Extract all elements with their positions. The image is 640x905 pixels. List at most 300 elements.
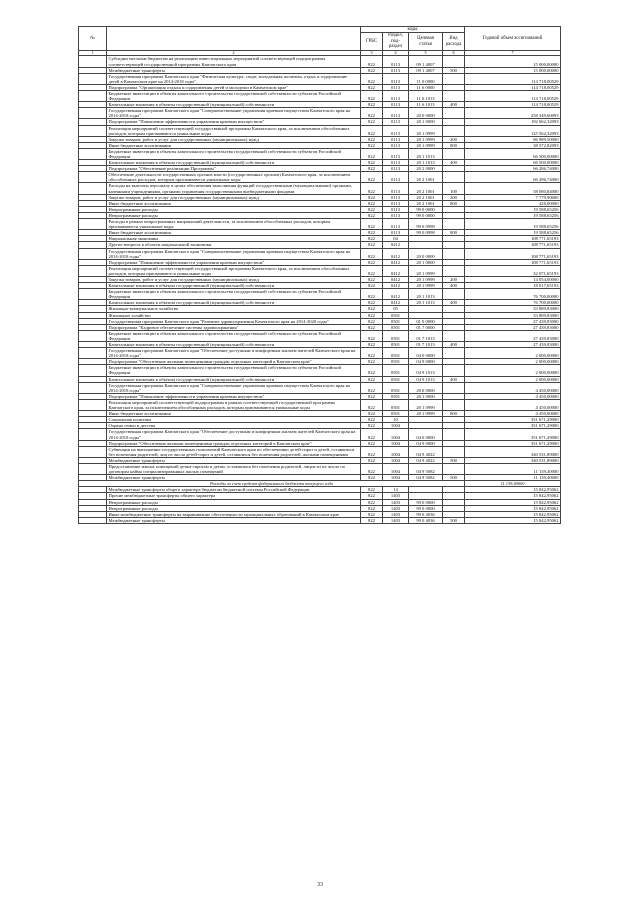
amount-cell: 108 771,65193	[465, 242, 561, 248]
section-cell: 1004	[383, 423, 409, 429]
name-cell: Подпрограмма "Обеспечение реализации Программы"	[107, 166, 361, 172]
row-no-cell	[79, 289, 107, 300]
amount-cell: 27 439,83000	[465, 324, 561, 330]
amount-cell: 351 671,29000	[465, 440, 561, 446]
row-no-cell	[79, 463, 107, 474]
type-cell: 800	[443, 411, 465, 417]
target-cell: 04 9 1013	[409, 376, 443, 382]
section-cell: 1004	[383, 446, 409, 457]
name-cell: Непрограммные расходы	[107, 499, 361, 505]
type-cell	[443, 125, 465, 136]
amount-cell: 15 000,00000	[465, 67, 561, 73]
header-section: Раздел, под-раздел	[383, 33, 409, 50]
grbs-cell: 822	[361, 411, 383, 417]
grbs-cell: 822	[361, 212, 383, 218]
grbs-cell: 822	[361, 102, 383, 108]
name-cell: Капитальные вложения в объекты государственной (муниципальной) собственности	[107, 342, 361, 348]
type-cell	[443, 90, 465, 101]
table-row	[79, 73, 561, 84]
grbs-cell: 822	[361, 342, 383, 348]
grbs-cell: 822	[361, 166, 383, 172]
page-number: 33	[317, 882, 323, 888]
target-cell: 20 1 0999	[409, 276, 443, 282]
type-cell	[443, 289, 465, 300]
amount-cell: 15 842,95062	[465, 493, 561, 499]
note-text: Расходы за счет средств федерального бюджета текущего года	[79, 481, 465, 487]
name-cell: Реализация мероприятий соответствующей государственной программы Камчатского края, за исключением обособленных расходов, которым присваиваются уникальные коды	[107, 265, 361, 276]
amount-cell: 66 500,00000	[465, 160, 561, 166]
target-cell: 11 6 0000	[409, 84, 443, 90]
grbs-cell: 822	[361, 306, 383, 312]
grbs-cell: 822	[361, 429, 383, 440]
grbs-cell: 822	[361, 417, 383, 423]
section-cell: 0113	[383, 148, 409, 159]
grbs-cell: 822	[361, 318, 383, 324]
target-cell: 04 9 0000	[409, 359, 443, 365]
type-cell	[443, 365, 465, 376]
target-cell: 20 1 1013	[409, 300, 443, 306]
target-cell: 20 2 1001	[409, 172, 443, 183]
table-row	[79, 348, 561, 359]
section-cell: 14	[383, 487, 409, 493]
name-cell: Государственная программа Камчатского края "Обеспечение доступным и комфортным жильем жителей Камчатского края на 2014-2018 годы"	[107, 429, 361, 440]
grbs-cell: 822	[361, 289, 383, 300]
type-cell: 500	[443, 457, 465, 463]
grbs-cell: 822	[361, 183, 383, 194]
target-cell: 20 2 1001	[409, 194, 443, 200]
grbs-cell: 822	[361, 73, 383, 84]
name-cell: Непрограммные расходы	[107, 505, 361, 511]
section-cell: 0501	[383, 318, 409, 324]
name-cell: Подпрограмма "Повышение эффективности управления краевым имуществом"	[107, 259, 361, 265]
type-cell: 400	[443, 160, 465, 166]
name-cell: Капитальные вложения в объекты государственной (муниципальной) собственности	[107, 160, 361, 166]
type-cell: 200	[443, 276, 465, 282]
name-cell: Межбюджетные трансферты общего характера бюджетам бюджетной системы Российской Федерации	[107, 487, 361, 493]
name-cell: Капитальные вложения в объекты государственной (муниципальной) собственности	[107, 300, 361, 306]
section-cell: 0412	[383, 289, 409, 300]
grbs-cell: 822	[361, 423, 383, 429]
amount-cell: 15 842,95062	[465, 487, 561, 493]
grbs-cell: 822	[361, 440, 383, 446]
amount-cell: 32 071,65193	[465, 265, 561, 276]
name-cell: Подпрограмма "Обеспечение жилыми помещениями граждан отдельных категорий в Камчатском крае"	[107, 440, 361, 446]
section-cell: 0501	[383, 399, 409, 410]
row-no-cell	[79, 90, 107, 101]
name-cell: Межбюджетные трансферты	[107, 475, 361, 481]
amount-cell: 4 450,00000	[465, 382, 561, 393]
amount-cell: 114 718,00529	[465, 73, 561, 84]
type-cell: 400	[443, 283, 465, 289]
grbs-cell: 822	[361, 206, 383, 212]
section-cell: 04	[383, 236, 409, 242]
name-cell: Предоставление жилых помещений детям-сиротам и детям, оставшимся без попечения родителей, лицам из их числа по договорам найма специализированных жилых помещений	[107, 463, 361, 474]
name-cell: Подпрограмма "Повышение эффективности управления краевым имуществом"	[107, 393, 361, 399]
table-row	[79, 463, 561, 474]
amount-cell: 86 989,50000	[465, 136, 561, 142]
amount-cell: 108 771,65193	[465, 259, 561, 265]
amount-cell: 4 450,00000	[465, 393, 561, 399]
target-cell: 20 1 1013	[409, 160, 443, 166]
name-cell: Другие вопросы в области национальной экономики	[107, 242, 361, 248]
section-cell: 0113	[383, 172, 409, 183]
target-cell: 01 7 0000	[409, 324, 443, 330]
col-num: 1	[79, 50, 107, 56]
grbs-cell: 822	[361, 393, 383, 399]
type-cell	[443, 399, 465, 410]
grbs-cell: 822	[361, 475, 383, 481]
table-row	[79, 446, 561, 457]
grbs-cell: 822	[361, 300, 383, 306]
target-cell: 99 0 0998	[409, 219, 443, 230]
section-cell: 0501	[383, 312, 409, 318]
target-cell: 04 0 0000	[409, 348, 443, 359]
section-cell: 0113	[383, 102, 409, 108]
amount-cell: 4 450,00000	[465, 399, 561, 410]
grbs-cell: 822	[361, 56, 383, 67]
name-cell: Расходы в рамках непрограммных направлений деятельности, за исключением обособленных расходов, которым присваиваются уникальные коды	[107, 219, 361, 230]
grbs-cell: 822	[361, 348, 383, 359]
section-cell: 0113	[383, 166, 409, 172]
grbs-cell: 822	[361, 108, 383, 119]
name-cell: Жилищно-коммунальное хозяйство	[107, 306, 361, 312]
target-cell: 04 9 0000	[409, 440, 443, 446]
row-no-cell	[79, 517, 107, 523]
type-cell	[443, 73, 465, 84]
target-cell: 20 0 0000	[409, 108, 443, 119]
amount-cell: 340 531,89000	[465, 457, 561, 463]
section-cell: 1403	[383, 517, 409, 523]
grbs-cell: 822	[361, 200, 383, 206]
name-cell: Подпрограмма "Кадровое обеспечение системы здравоохранения"	[107, 324, 361, 330]
target-cell: 01 7 1013	[409, 330, 443, 341]
type-cell	[443, 108, 465, 119]
type-cell	[443, 446, 465, 457]
table-row	[79, 517, 561, 523]
name-cell: Иные бюджетные ассигнования	[107, 230, 361, 236]
name-cell: Иные бюджетные ассигнования	[107, 411, 361, 417]
grbs-cell: 822	[361, 219, 383, 230]
section-cell: 0113	[383, 142, 409, 148]
table-row	[79, 148, 561, 159]
table-row	[79, 90, 561, 101]
target-cell: 20 1 0999	[409, 411, 443, 417]
section-cell: 10	[383, 417, 409, 423]
table-row	[79, 172, 561, 183]
section-cell: 0501	[383, 348, 409, 359]
document-page	[78, 26, 560, 524]
row-no-cell	[79, 399, 107, 410]
name-cell: Капитальные вложения в объекты государственной (муниципальной) собственности	[107, 376, 361, 382]
type-cell: 800	[443, 142, 465, 148]
type-cell	[443, 348, 465, 359]
name-cell: Межбюджетные трансферты	[107, 67, 361, 73]
grbs-cell: 822	[361, 172, 383, 183]
target-cell: 20 1 0999	[409, 125, 443, 136]
header-grbs: ГРБС	[361, 33, 383, 50]
type-cell: 100	[443, 183, 465, 194]
name-cell: Бюджетные инвестиции в объекты капитального строительства государственной собственности субъектов Российской Федерации	[107, 289, 361, 300]
row-no-cell	[79, 429, 107, 440]
name-cell: Межбюджетные трансферты	[107, 517, 361, 523]
grbs-cell: 822	[361, 84, 383, 90]
amount-cell: 27 439,83000	[465, 330, 561, 341]
target-cell: 20 1 0999	[409, 265, 443, 276]
section-cell: 0412	[383, 265, 409, 276]
amount-cell: 38 572,82093	[465, 142, 561, 148]
grbs-cell: 822	[361, 276, 383, 282]
amount-cell: 19 588,65256	[465, 206, 561, 212]
section-cell: 0412	[383, 242, 409, 248]
name-cell: Иные бюджетные ассигнования	[107, 200, 361, 206]
amount-cell: 114 718,00529	[465, 90, 561, 101]
row-no-cell	[79, 330, 107, 341]
amount-cell: 11 139,40000	[465, 481, 561, 487]
section-cell: 0113	[383, 108, 409, 119]
grbs-cell: 822	[361, 324, 383, 330]
section-cell: 1004	[383, 429, 409, 440]
grbs-cell: 822	[361, 487, 383, 493]
amount-cell: 340 531,89000	[465, 446, 561, 457]
name-cell: Государственная программа Камчатского края "Совершенствование управления краевым имуществом Камчатского края на 2014-2018 годы"	[107, 108, 361, 119]
name-cell: Государственная программа Камчатского края "Обеспечение доступным и комфортным жильем жителей Камчатского края на 2014-2018 годы"	[107, 348, 361, 359]
row-no-cell	[79, 172, 107, 183]
section-cell: 0113	[383, 84, 409, 90]
amount-cell: 114 718,00529	[465, 102, 561, 108]
target-cell: 04 9 5082	[409, 475, 443, 481]
grbs-cell: 822	[361, 259, 383, 265]
grbs-cell: 822	[361, 457, 383, 463]
name-cell: Подпрограмма "Повышение эффективности управления краевым имуществом"	[107, 119, 361, 125]
row-no-cell	[79, 265, 107, 276]
target-cell: 11 0 0000	[409, 73, 443, 84]
target-cell: 20 1 1013	[409, 289, 443, 300]
header-no: №	[79, 27, 107, 51]
type-cell	[443, 172, 465, 183]
name-cell: Межбюджетные трансферты	[107, 457, 361, 463]
section-cell: 0113	[383, 183, 409, 194]
amount-cell: 19 588,65256	[465, 230, 561, 236]
table-row	[79, 330, 561, 341]
amount-cell: 4 450,00000	[465, 411, 561, 417]
type-cell	[443, 463, 465, 474]
name-cell: Субсидии местным бюджетам на реализацию инвестиционных мероприятий соответствующей подпрограммы соответствующей государственной программы Камчатского края	[107, 56, 361, 67]
grbs-cell: 822	[361, 463, 383, 474]
target-cell: 20 1 0999	[409, 399, 443, 410]
row-no-cell	[79, 183, 107, 194]
grbs-cell: 822	[361, 359, 383, 365]
budget-table	[78, 26, 561, 524]
target-cell: 20 2 1001	[409, 200, 443, 206]
section-cell: 0501	[383, 359, 409, 365]
amount-cell: 58 080,84000	[465, 183, 561, 194]
target-cell: 99 0 0000	[409, 505, 443, 511]
section-cell: 1004	[383, 475, 409, 481]
amount-cell: 2 000,00000	[465, 376, 561, 382]
table-row	[79, 219, 561, 230]
header-codes: коды	[361, 27, 465, 33]
target-cell: 99 0 4036	[409, 517, 443, 523]
grbs-cell: 822	[361, 511, 383, 517]
target-cell: 11 6 1013	[409, 102, 443, 108]
grbs-cell: 822	[361, 493, 383, 499]
grbs-cell: 822	[361, 67, 383, 73]
section-cell: 0412	[383, 248, 409, 259]
grbs-cell: 822	[361, 365, 383, 376]
section-cell: 0501	[383, 393, 409, 399]
target-cell: 04 0 0000	[409, 429, 443, 440]
header-target: Целевая статья	[409, 33, 443, 50]
grbs-cell: 822	[361, 382, 383, 393]
grbs-cell: 822	[361, 136, 383, 142]
amount-cell: 2 000,00000	[465, 348, 561, 359]
section-cell: 0113	[383, 194, 409, 200]
row-no-cell	[79, 382, 107, 393]
amount-cell: 18 017,65193	[465, 283, 561, 289]
type-cell: 400	[443, 300, 465, 306]
table-row	[79, 429, 561, 440]
section-cell: 0412	[383, 276, 409, 282]
section-cell: 0113	[383, 56, 409, 67]
section-cell: 0113	[383, 160, 409, 166]
row-no-cell	[79, 125, 107, 136]
name-cell: Иные бюджетные ассигнования	[107, 142, 361, 148]
grbs-cell: 822	[361, 242, 383, 248]
grbs-cell: 822	[361, 312, 383, 318]
grbs-cell: 822	[361, 330, 383, 341]
amount-cell: 258 349,60093	[465, 108, 561, 119]
name-cell: Социальная политика	[107, 417, 361, 423]
name-cell: Жилищное хозяйство	[107, 312, 361, 318]
grbs-cell: 822	[361, 376, 383, 382]
section-cell: 0113	[383, 230, 409, 236]
amount-cell: 11 139,40000	[465, 475, 561, 481]
name-cell: Государственная программа Камчатского края "Совершенствование управления краевым имуществом Камчатского края на 2014-2018 годы"	[107, 382, 361, 393]
target-cell: 01 7 1013	[409, 342, 443, 348]
table-row	[79, 382, 561, 393]
amount-cell: 76 700,00000	[465, 300, 561, 306]
section-cell: 0113	[383, 67, 409, 73]
amount-cell: 66 286,74000	[465, 166, 561, 172]
grbs-cell: 822	[361, 283, 383, 289]
type-cell: 400	[443, 102, 465, 108]
target-cell: 20 1 0999	[409, 283, 443, 289]
type-cell	[443, 148, 465, 159]
row-no-cell	[79, 446, 107, 457]
target-cell: 04 9 4022	[409, 446, 443, 457]
section-cell: 0501	[383, 324, 409, 330]
name-cell: Подпрограмма "Организация отдыха и оздоровления детей и молодежи в Камчатском крае"	[107, 84, 361, 90]
amount-cell: 15 842,95062	[465, 505, 561, 511]
section-cell: 1004	[383, 463, 409, 474]
amount-cell: 15 842,95062	[465, 499, 561, 505]
target-cell: 04 9 1013	[409, 365, 443, 376]
type-cell	[443, 219, 465, 230]
amount-cell: 19 588,65256	[465, 219, 561, 230]
name-cell: Непрограммные расходы	[107, 212, 361, 218]
target-cell: 20 1 0999	[409, 136, 443, 142]
row-no-cell	[79, 73, 107, 84]
table-row	[79, 289, 561, 300]
table-header-row	[79, 27, 561, 33]
header-name	[107, 27, 361, 51]
table-row	[79, 365, 561, 376]
target-cell: 09 1 4007	[409, 67, 443, 73]
target-cell: 99 0 0000	[409, 212, 443, 218]
amount-cell: 108 771,65193	[465, 236, 561, 242]
section-cell: 0501	[383, 411, 409, 417]
name-cell: Бюджетные инвестиции в объекты капитального строительства государственной собственности субъектов Российской Федерации	[107, 330, 361, 341]
name-cell: Государственная программа Камчатского края "Развитие здравоохранения Камчатского края на 2014-2020 годы"	[107, 318, 361, 324]
amount-cell: 192 062,32093	[465, 119, 561, 125]
amount-cell: 27 439,83000	[465, 342, 561, 348]
section-cell: 0501	[383, 376, 409, 382]
col-num: 7	[465, 50, 561, 56]
target-cell: 20 0 0000	[409, 382, 443, 393]
target-cell: 04 9 4022	[409, 457, 443, 463]
table-row	[79, 248, 561, 259]
name-cell: Прочие межбюджетные трансферты общего характера	[107, 493, 361, 499]
row-no-cell	[79, 348, 107, 359]
amount-cell: 351 671,29000	[465, 417, 561, 423]
amount-cell: 351 671,29000	[465, 423, 561, 429]
grbs-cell: 822	[361, 265, 383, 276]
table-row	[79, 125, 561, 136]
grbs-cell: 822	[361, 148, 383, 159]
name-cell: Охрана семьи и детства	[107, 423, 361, 429]
section-cell: 0113	[383, 219, 409, 230]
name-cell: Бюджетные инвестиции в объекты капитального строительства государственной собственности субъектов Российской Федерации	[107, 365, 361, 376]
name-cell: Бюджетные инвестиции в объекты капитального строительства государственной собственности субъектов Российской Федерации	[107, 148, 361, 159]
name-cell: Субвенции на выполнение государственных полномочий Камчатского края по обеспечению детей-сирот и детей, оставшихся без попечения родителей, лиц из числа детей-сирот и детей, оставшихся без попечения родителей, жилыми помещениями	[107, 446, 361, 457]
grbs-cell: 822	[361, 236, 383, 242]
amount-cell: 114 718,00529	[465, 84, 561, 90]
header-total: Годовой объем ассигнований	[465, 27, 561, 51]
section-cell: 0113	[383, 73, 409, 84]
name-cell: Закупка товаров, работ и услуг для государственных (муниципальных) нужд	[107, 136, 361, 142]
section-cell: 1403	[383, 511, 409, 517]
amount-cell: 426,00000	[465, 200, 561, 206]
table-body	[79, 56, 561, 524]
name-cell: Реализация мероприятий соответствующей подпрограммы в рамках соответствующей государственной программы Камчатского края, за исключением обособленных расходов, которым присваиваются уникальные коды	[107, 399, 361, 410]
name-cell: Реализация мероприятий соответствующей государственной программы Камчатского края, за исключением обособленных расходов, которым присваиваются уникальные коды	[107, 125, 361, 136]
name-cell: Закупка товаров, работ и услуг для государственных (муниципальных) нужд	[107, 276, 361, 282]
amount-cell: 125 562,32093	[465, 125, 561, 136]
col-num: 5	[409, 50, 443, 56]
grbs-cell: 822	[361, 160, 383, 166]
amount-cell: 351 671,29000	[465, 429, 561, 440]
type-cell: 400	[443, 376, 465, 382]
name-cell: Расходы на выплаты персоналу в целях обеспечения выполнения функций государственными (муниципальными) органами, казенными учреждениями, органами управления государственными внебюджетными фондами	[107, 183, 361, 194]
row-no-cell	[79, 219, 107, 230]
section-cell: 0412	[383, 300, 409, 306]
row-no-cell	[79, 365, 107, 376]
type-cell	[443, 265, 465, 276]
target-cell: 20 1 0000	[409, 393, 443, 399]
type-cell: 200	[443, 194, 465, 200]
row-no-cell	[79, 108, 107, 119]
section-cell: 0113	[383, 212, 409, 218]
amount-cell: 11 139,40000	[465, 463, 561, 474]
amount-cell: 14 054,00000	[465, 276, 561, 282]
target-cell: 04 9 5082	[409, 463, 443, 474]
grbs-cell: 822	[361, 399, 383, 410]
name-cell: Национальная экономика	[107, 236, 361, 242]
target-cell: 20 2 0000	[409, 166, 443, 172]
section-cell: 1403	[383, 493, 409, 499]
section-cell: 1004	[383, 457, 409, 463]
target-cell: 99 0 0998	[409, 230, 443, 236]
